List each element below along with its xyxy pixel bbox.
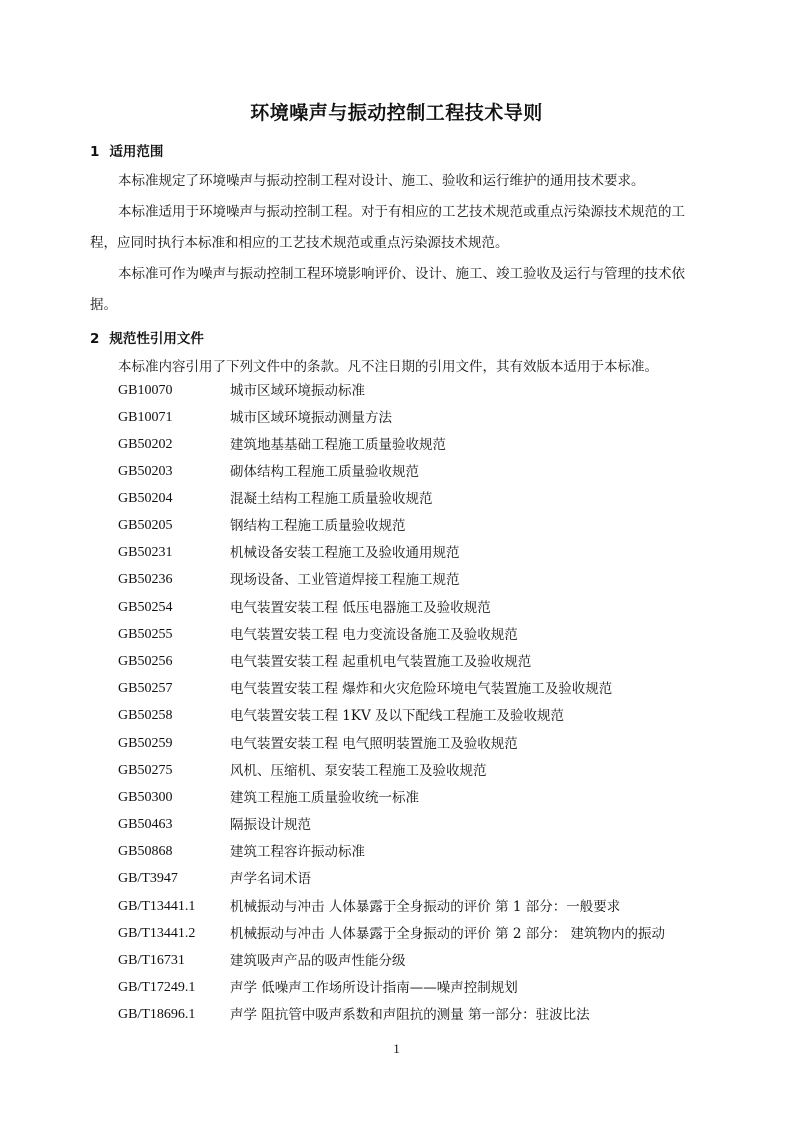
reference-code: GB50300 (118, 790, 173, 805)
references-intro: 本标准内容引用了下列文件中的条款。凡不注日期的引用文件，其有效版本适用于本标准。 (118, 359, 658, 375)
reference-code: GB10070 (118, 383, 173, 398)
section-title: 规范性引用文件 (109, 331, 204, 347)
reference-title: 建筑工程施工质量验收统一标准 (230, 790, 419, 806)
page-number: 1 (393, 1041, 400, 1056)
document-title: 环境噪声与振动控制工程技术导则 (250, 102, 543, 124)
reference-code: GB50204 (118, 491, 173, 506)
reference-title: 城市区域环境振动标准 (230, 383, 365, 399)
reference-code: GB50205 (118, 518, 173, 533)
reference-title: 电气装置安装工程 电力变流设备施工及验收规范 (230, 627, 518, 643)
reference-title: 隔振设计规范 (230, 817, 311, 833)
reference-code: GB/T18696.1 (118, 1007, 196, 1022)
reference-title: 电气装置安装工程 1KV 及以下配线工程施工及验收规范 (230, 708, 565, 724)
reference-title: 机械设备安装工程施工及验收通用规范 (230, 545, 460, 561)
reference-code: GB50236 (118, 572, 173, 587)
reference-title: 建筑吸声产品的吸声性能分级 (230, 953, 406, 969)
section-number: 1 (90, 144, 100, 160)
paragraph-line: 本标准可作为噪声与振动控制工程环境影响评价、设计、施工、竣工验收及运行与管理的技术依 (118, 266, 685, 282)
reference-title: 建筑工程容许振动标准 (230, 844, 365, 860)
reference-code: GB50257 (118, 681, 173, 696)
reference-title: 机械振动与冲击 人体暴露于全身振动的评价 第 2 部分： 建筑物内的振动 (230, 926, 666, 942)
reference-title: 混凝土结构工程施工质量验收规范 (230, 491, 433, 507)
reference-title: 现场设备、工业管道焊接工程施工规范 (230, 572, 460, 588)
reference-code: GB/T17249.1 (118, 980, 196, 995)
reference-code: GB/T16731 (118, 953, 185, 968)
reference-code: GB50255 (118, 627, 173, 642)
reference-title: 砌体结构工程施工质量验收规范 (230, 464, 419, 480)
reference-code: GB50203 (118, 464, 173, 479)
reference-code: GB10071 (118, 410, 173, 425)
paragraph-line: 程，应同时执行本标准和相应的工艺技术规范或重点污染源技术规范。 (90, 235, 509, 251)
reference-code: GB/T13441.1 (118, 899, 196, 914)
reference-title: 风机、压缩机、泵安装工程施工及验收规范 (230, 763, 487, 779)
reference-code: GB50258 (118, 708, 173, 723)
reference-code: GB50231 (118, 545, 173, 560)
reference-title: 电气装置安装工程 低压电器施工及验收规范 (230, 600, 491, 616)
reference-title: 声学 阻抗管中吸声系数和声阻抗的测量 第一部分：驻波比法 (230, 1007, 590, 1023)
reference-title: 电气装置安装工程 电气照明装置施工及验收规范 (230, 736, 518, 752)
section-number: 2 (90, 331, 100, 347)
reference-title: 机械振动与冲击 人体暴露于全身振动的评价 第 1 部分：一般要求 (230, 899, 621, 915)
reference-code: GB50254 (118, 600, 173, 615)
reference-title: 城市区域环境振动测量方法 (230, 410, 392, 426)
reference-code: GB/T13441.2 (118, 926, 196, 941)
paragraph-line: 本标准规定了环境噪声与振动控制工程对设计、施工、验收和运行维护的通用技术要求。 (118, 173, 645, 189)
reference-code: GB50259 (118, 736, 173, 751)
section-title: 适用范围 (109, 144, 164, 160)
section-heading-scope (90, 140, 163, 160)
section-heading-normative-references (90, 327, 204, 347)
reference-code: GB50256 (118, 654, 173, 669)
paragraph-line: 据。 (90, 297, 117, 313)
reference-title: 电气装置安装工程 起重机电气装置施工及验收规范 (230, 654, 532, 670)
reference-code: GB50463 (118, 817, 173, 832)
reference-title: 声学名词术语 (230, 871, 311, 887)
paragraph-line: 本标准适用于环境噪声与振动控制工程。对于有相应的工艺技术规范或重点污染源技术规范的工 (118, 204, 685, 220)
reference-title: 钢结构工程施工质量验收规范 (230, 518, 406, 534)
reference-code: GB50202 (118, 437, 173, 452)
reference-title: 电气装置安装工程 爆炸和火灾危险环境电气装置施工及验收规范 (230, 681, 613, 697)
reference-code: GB50868 (118, 844, 173, 859)
reference-code: GB50275 (118, 763, 173, 778)
reference-code: GB/T3947 (118, 871, 178, 886)
reference-title: 声学 低噪声工作场所设计指南——噪声控制规划 (230, 980, 518, 996)
reference-title: 建筑地基基础工程施工质量验收规范 (230, 437, 446, 453)
